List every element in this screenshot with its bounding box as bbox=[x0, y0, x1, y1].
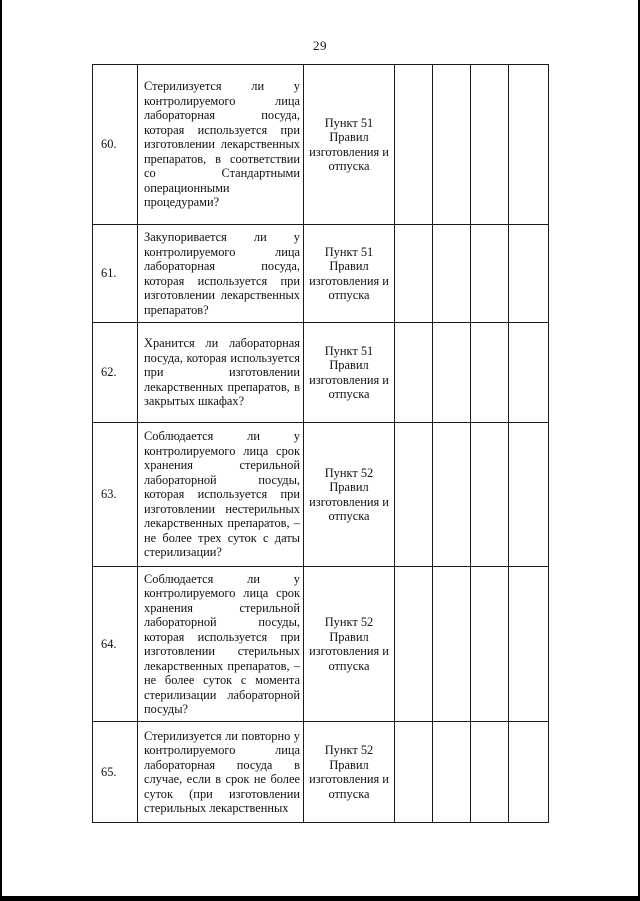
notes-cell[interactable] bbox=[509, 65, 549, 225]
row-number: 60. bbox=[93, 65, 138, 225]
notes-cell[interactable] bbox=[509, 323, 549, 423]
question-text: Соблюдается ли у контролируемого лица срок хранения стерильной лабораторной посуды, которая используется при изготовлении нестерильных лекарственных препаратов, – не более трех суток с даты стерилизации? bbox=[144, 429, 300, 560]
scan-border-bottom bbox=[0, 896, 640, 901]
answer-cell-na[interactable] bbox=[471, 323, 509, 423]
question-cell bbox=[138, 323, 304, 423]
page-number: 29 bbox=[313, 38, 327, 53]
question-text: Стерилизуется ли повторно у контролируемого лица лабораторная посуда в случае, если в срок не более суток (при изготовлении стерильных лекарственных bbox=[144, 728, 300, 815]
answer-cell-yes[interactable] bbox=[395, 225, 433, 323]
table-row bbox=[93, 65, 549, 225]
reference-cell: Пункт 52 Правил изготовления и отпуска bbox=[304, 567, 395, 722]
notes-cell[interactable] bbox=[509, 423, 549, 567]
table-row bbox=[93, 567, 549, 722]
reference-cell: Пункт 52 Правил изготовления и отпуска bbox=[304, 722, 395, 823]
question-cell bbox=[138, 722, 304, 823]
question-cell bbox=[138, 65, 304, 225]
reference-cell: Пункт 51 Правил изготовления и отпуска bbox=[304, 65, 395, 225]
row-number: 61. bbox=[93, 225, 138, 323]
question-text: Хранится ли лабораторная посуда, которая используется при изготовлении лекарственных препаратов, в закрытых шкафах? bbox=[144, 336, 300, 409]
question-text: Соблюдается ли у контролируемого лица срок хранения стерильной лабораторной посуды, которая используется при изготовлении стерильных лекарственных препаратов, – не более суток с момента стерилизации лабораторной посуды? bbox=[144, 571, 300, 716]
answer-cell-yes[interactable] bbox=[395, 323, 433, 423]
question-cell bbox=[138, 225, 304, 323]
question-cell bbox=[138, 423, 304, 567]
table-row bbox=[93, 722, 549, 823]
question-text: Закупоривается ли у контролируемого лица лабораторная посуда, которая используется при изготовлении лекарственных препаратов? bbox=[144, 230, 300, 317]
row-number: 63. bbox=[93, 423, 138, 567]
question-cell bbox=[138, 567, 304, 722]
table-row bbox=[93, 225, 549, 323]
answer-cell-no[interactable] bbox=[433, 567, 471, 722]
scan-border-left bbox=[0, 0, 2, 901]
answer-cell-na[interactable] bbox=[471, 65, 509, 225]
answer-cell-no[interactable] bbox=[433, 225, 471, 323]
table-row bbox=[93, 323, 549, 423]
notes-cell[interactable] bbox=[509, 225, 549, 323]
answer-cell-na[interactable] bbox=[471, 722, 509, 823]
answer-cell-na[interactable] bbox=[471, 423, 509, 567]
reference-cell: Пункт 52 Правил изготовления и отпуска bbox=[304, 423, 395, 567]
answer-cell-yes[interactable] bbox=[395, 722, 433, 823]
reference-cell: Пункт 51 Правил изготовления и отпуска bbox=[304, 225, 395, 323]
row-number: 62. bbox=[93, 323, 138, 423]
table-row bbox=[93, 423, 549, 567]
answer-cell-na[interactable] bbox=[471, 225, 509, 323]
answer-cell-yes[interactable] bbox=[395, 423, 433, 567]
answer-cell-no[interactable] bbox=[433, 423, 471, 567]
answer-cell-yes[interactable] bbox=[395, 65, 433, 225]
row-number: 65. bbox=[93, 722, 138, 823]
checklist-table bbox=[92, 64, 549, 823]
question-text: Стерилизуется ли у контролируемого лица лабораторная посуда, которая используется при изготовлении лекарственных препаратов, в соответствии со Стандартными операционными процедурами? bbox=[144, 79, 300, 210]
answer-cell-na[interactable] bbox=[471, 567, 509, 722]
row-number: 64. bbox=[93, 567, 138, 722]
answer-cell-no[interactable] bbox=[433, 65, 471, 225]
notes-cell[interactable] bbox=[509, 567, 549, 722]
answer-cell-no[interactable] bbox=[433, 722, 471, 823]
answer-cell-yes[interactable] bbox=[395, 567, 433, 722]
notes-cell[interactable] bbox=[509, 722, 549, 823]
answer-cell-no[interactable] bbox=[433, 323, 471, 423]
reference-cell: Пункт 51 Правил изготовления и отпуска bbox=[304, 323, 395, 423]
